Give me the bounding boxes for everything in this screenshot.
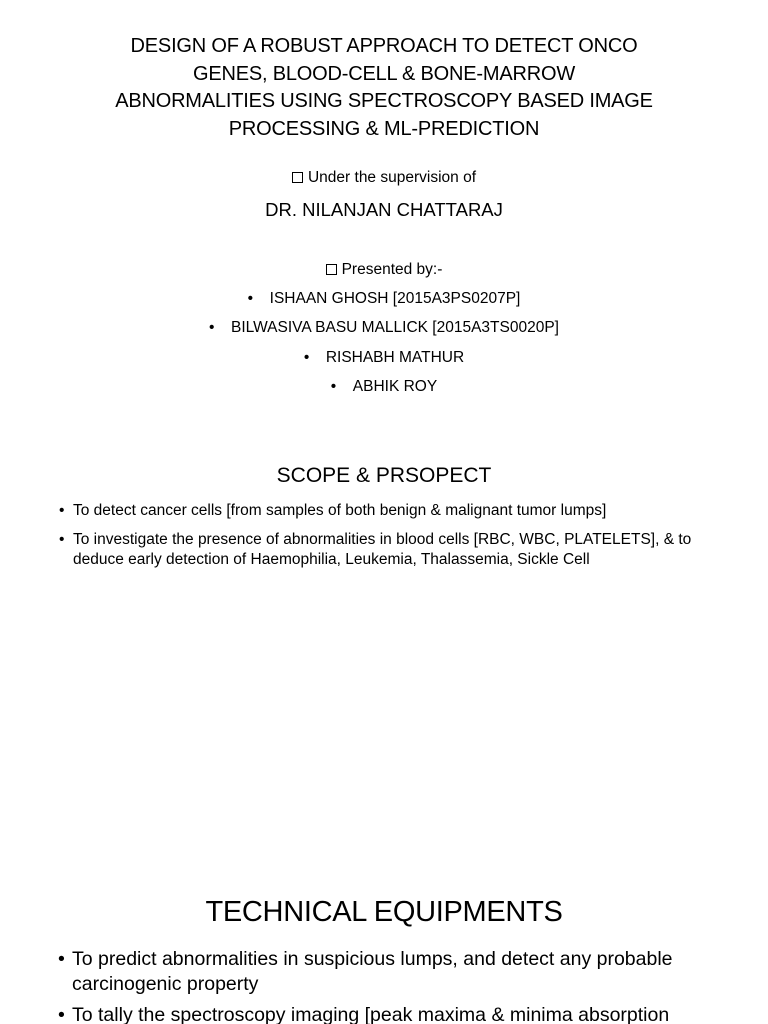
presenter-item [0,289,768,318]
supervisor-name: DR. NILANJAN CHATTARAJ [265,199,503,220]
presenter-item [0,377,768,406]
checkbox-icon [326,264,337,275]
presenter-name: ABHIK ROY [352,377,438,395]
bullet-icon: • [58,1004,65,1024]
presenter-list [0,289,768,406]
bullet-icon: • [330,377,337,395]
title-line: GENES, BLOOD-CELL & BONE-MARROW [192,62,575,85]
scope-bullet-text: To investigate the presence of abnormalities in blood cells [RBC, WBC, PLATELETS], & to deduce early detection of Haemophilia, Leukemia, Thalassemia, Sickle Cell [73,530,692,568]
technical-bullet-text: To tally the spectroscopy imaging [peak maxima & minima absorption [72,1004,670,1024]
presenter-item [0,318,768,347]
bullet-icon: • [59,530,65,548]
presented-by-label [0,260,768,280]
presenter-name: ISHAAN GHOSH [2015A3PS0207P] [269,290,521,307]
bullet-icon: • [209,319,215,337]
presenter-name: BILWASIVA BASU MALLICK [2015A3TS0020P] [231,319,559,337]
presented-by-label-text: Presented by:- [341,261,443,278]
scope-bullet-text: To detect cancer cells [from samples of both benign & malignant tumor lumps] [73,502,607,519]
presenter-item [0,348,768,377]
title-line: PROCESSING & ML-PREDICTION [228,117,540,140]
scope-bullet-item [59,530,719,571]
presentation-title [60,33,708,143]
technical-bullet-text: To predict abnormalities in suspicious lumps, and detect any probable carcinogenic property [72,948,673,995]
bullet-icon: • [58,948,65,970]
technical-bullet-list [58,947,738,1024]
title-line: DESIGN OF A ROBUST APPROACH TO DETECT ONCO [130,35,638,57]
presenter-name: RISHABH MATHUR [325,348,465,366]
bullet-icon: • [303,348,310,366]
title-line: ABNORMALITIES USING SPECTROSCOPY BASED IMAGE [115,90,653,112]
technical-bullet-item [58,1003,738,1024]
technical-bullet-item [58,947,738,996]
bullet-icon: • [59,502,65,519]
technical-section-title: TECHNICAL EQUIPMENTS [205,896,563,928]
scope-section-title: SCOPE & PRSOPECT [276,464,492,487]
supervision-label [0,168,768,188]
supervision-label-text: Under the supervision of [307,169,476,186]
scope-bullet-list [59,501,719,579]
bullet-icon: • [247,290,254,307]
scope-bullet-item [59,501,719,522]
checkbox-icon [292,172,303,183]
